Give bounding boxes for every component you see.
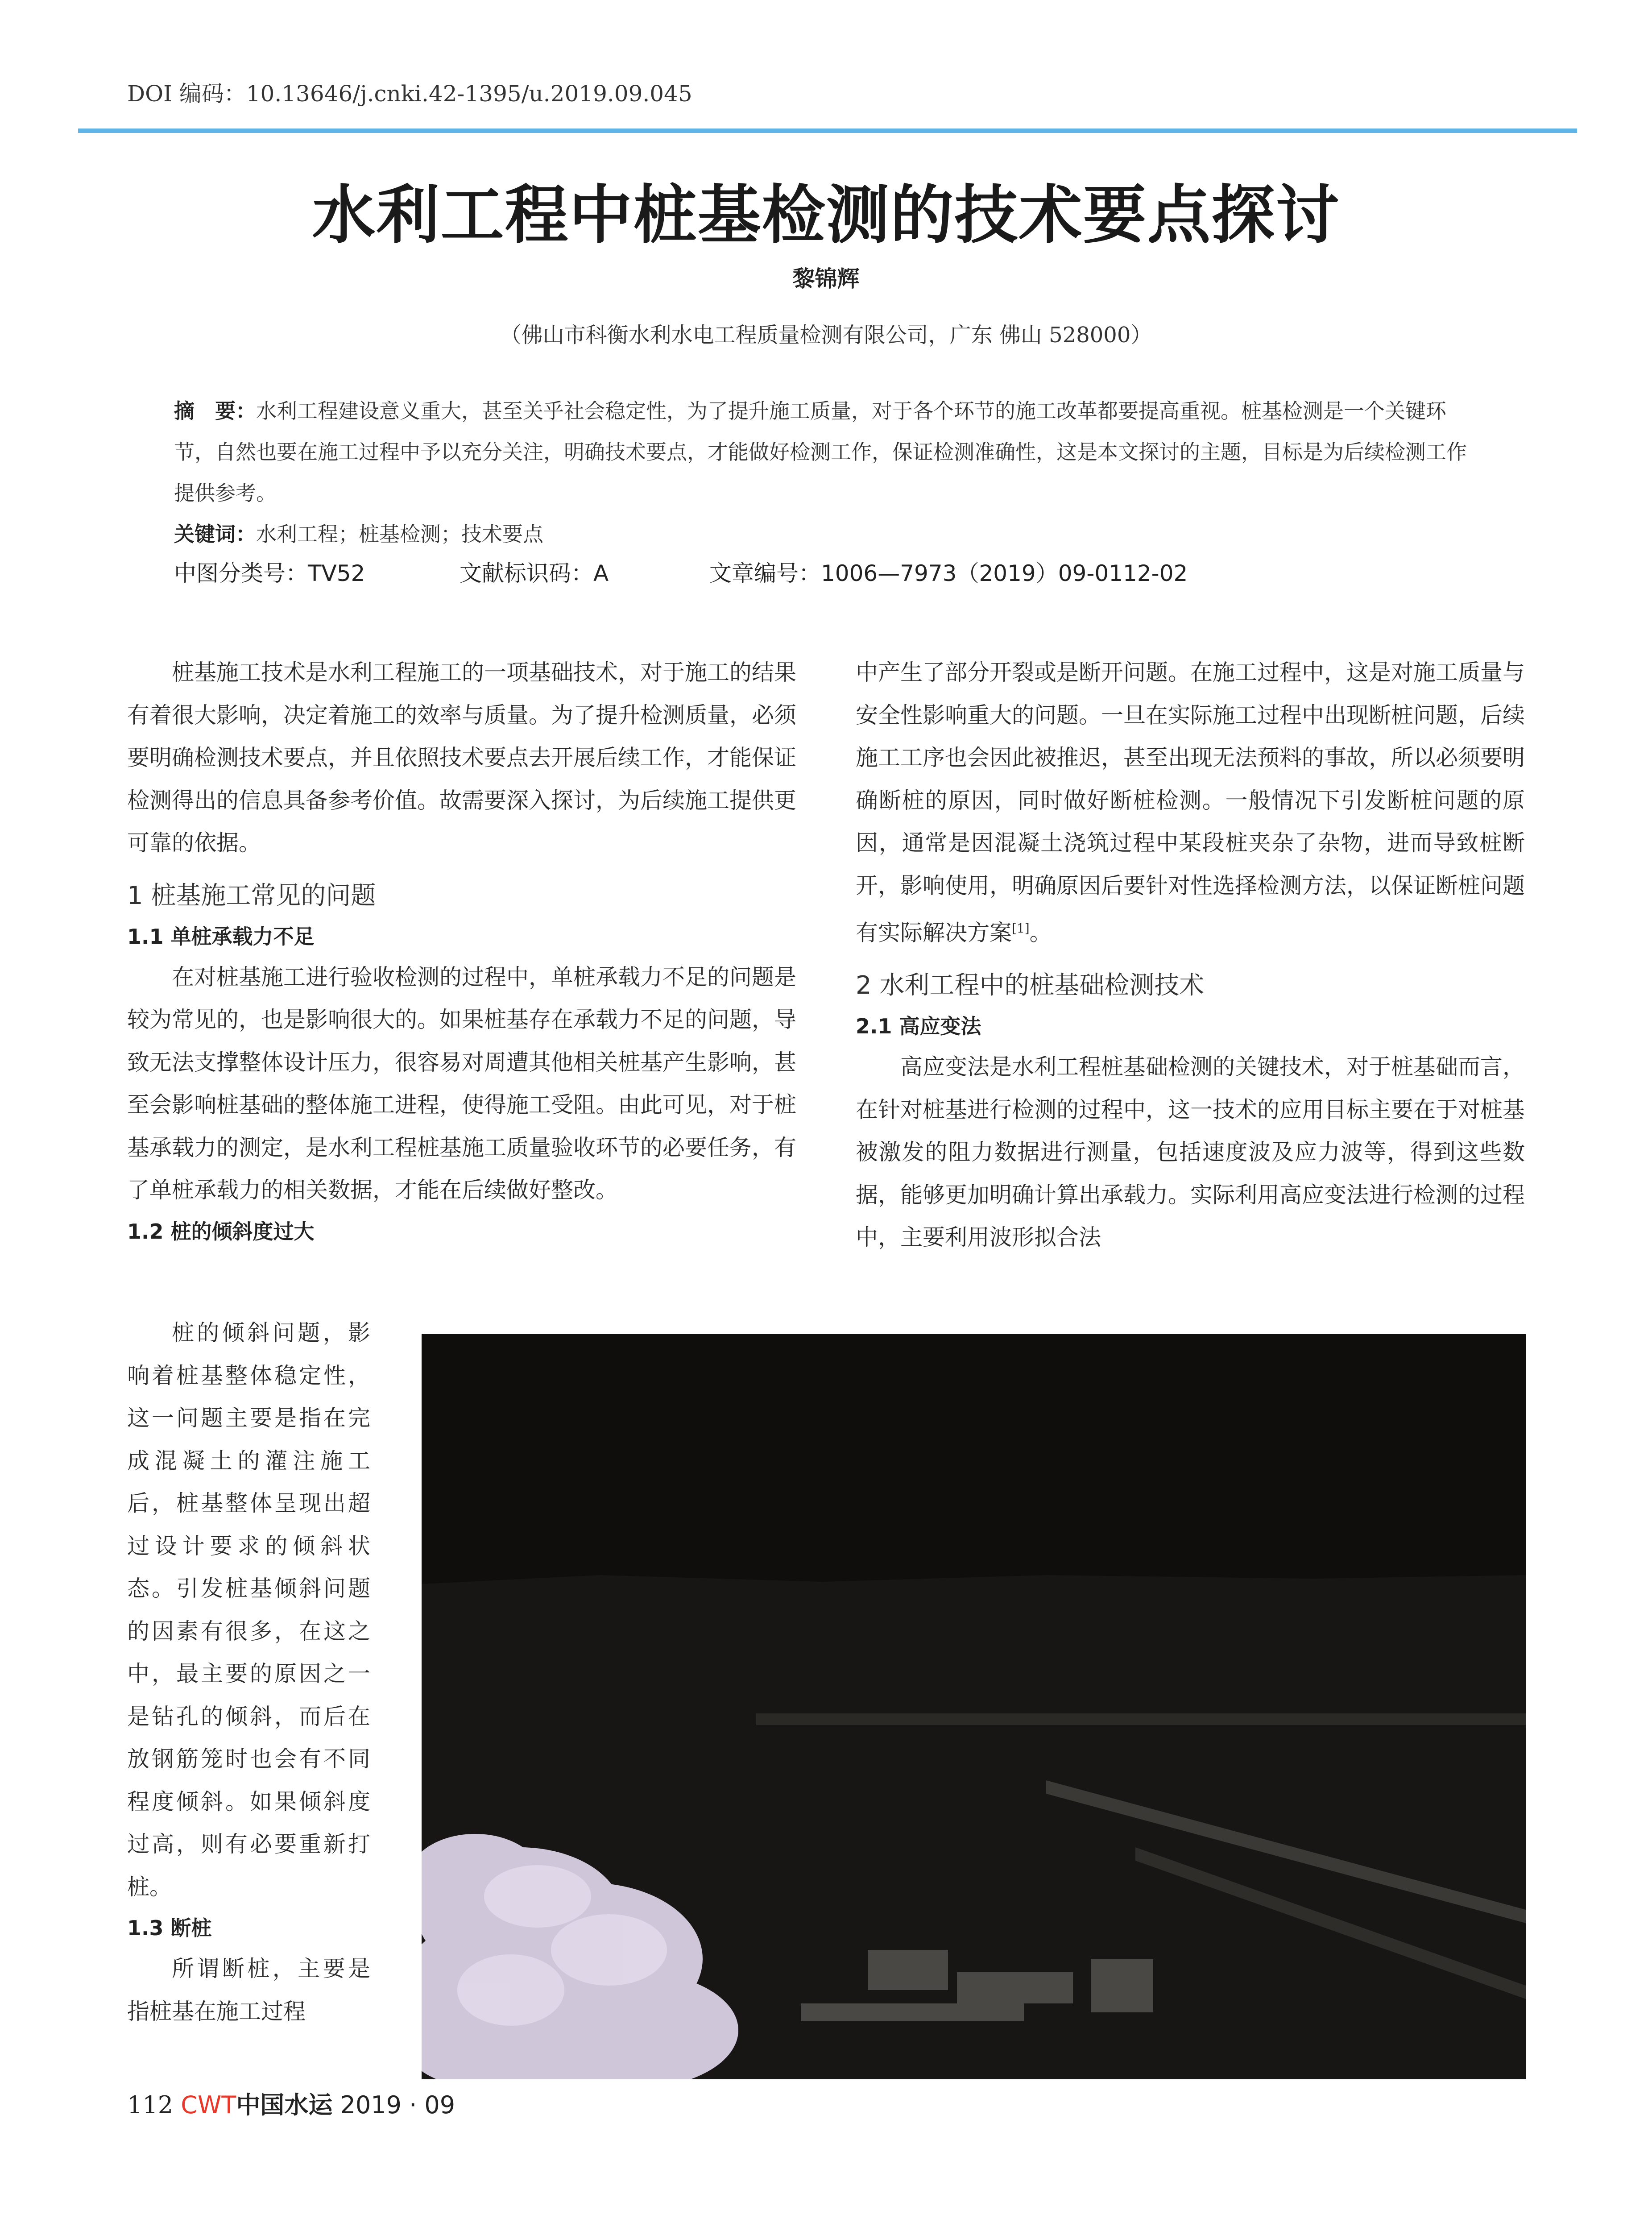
intro-paragraph: 桩基施工技术是水利工程施工的一项基础技术，对于施工的结果有着很大影响，决定着施工的效率与质量。为了提升检测质量，必须要明确检测技术要点，并且依照技术要点去开展后续工作，才能保证检测得出的信息具备参考价值。故需要深入探讨，为后续施工提供更可靠的依据。 bbox=[127, 659, 796, 856]
classification-line bbox=[174, 556, 1481, 588]
abstract-text: 水利工程建设意义重大，甚至关乎社会稳定性，为了提升施工质量，对于各个环节的施工改革都要提高重视。桩基检测是一个关键环节，自然也要在施工过程中予以充分关注，明确技术要点，才能做好检测工作，保证检测准确性，这是本文探讨的主题，目标是为后续检测工作提供参考。 bbox=[174, 399, 1467, 505]
header-rule bbox=[78, 129, 1577, 133]
inverted-landscape-photo bbox=[422, 1334, 1526, 2079]
author-name: 黎锦辉 bbox=[792, 266, 860, 292]
section-1-2-heading: 1.2 桩的倾斜度过大 bbox=[127, 1219, 315, 1244]
author-affiliation: （佛山市科衡水利水电工程质量检测有限公司，广东 佛山 528000） bbox=[500, 323, 1152, 348]
abstract-block bbox=[174, 390, 1481, 555]
right-column bbox=[856, 651, 1525, 1259]
reference-marker: [1] bbox=[1012, 921, 1030, 936]
abstract bbox=[174, 390, 1481, 514]
doi-line: DOI 编码：10.13646/j.cnki.42-1395/u.2019.09.045 bbox=[127, 81, 692, 107]
issue-number: 2019 · 09 bbox=[340, 2091, 455, 2119]
keywords-label: 关键词： bbox=[174, 522, 256, 546]
section-1-2-text: 桩的倾斜问题，影响着桩基整体稳定性，这一问题主要是指在完成混凝土的灌注施工后，桩基整体呈现出超过设计要求的倾斜状态。引发桩基倾斜问题的因素有很多，在这之中，最主要的原因之一是钻孔的倾斜，而后在放钢筋笼时也会有不同程度倾斜。如果倾斜度过高，则有必要重新打桩。 bbox=[127, 1320, 370, 1900]
continued-text: 中产生了部分开裂或是断开问题。在施工过程中，这是对施工质量与安全性影响重大的问题。一旦在实际施工过程中出现断桩问题，后续施工工序也会因此被推迟，甚至出现无法预料的事故，所以必须要明确断桩的原因，同时做好断桩检测。一般情况下引发断桩问题的原因，通常是因混凝土浇筑过程中某段桩夹杂了杂物，进而导致桩断开，影响使用，明确原因后要针对性选择检测方法，以保证断桩问题有实际解决方案 bbox=[856, 659, 1525, 946]
brand-logo: CWT bbox=[181, 2091, 236, 2119]
document-code: 文献标识码：A bbox=[460, 560, 609, 586]
continued-end: 。 bbox=[1029, 920, 1052, 946]
page-footer bbox=[127, 2086, 455, 2120]
section-1-3-text: 所谓断桩，主要是指桩基在施工过程 bbox=[127, 1956, 370, 2024]
photo-graphic bbox=[422, 1334, 1526, 2079]
abstract-label: 摘 要： bbox=[174, 399, 256, 423]
clc-number: 中图分类号：TV52 bbox=[174, 560, 365, 586]
article-title: 水利工程中桩基检测的技术要点探讨 bbox=[312, 178, 1340, 252]
section-2-heading: 2 水利工程中的桩基础检测技术 bbox=[856, 971, 1205, 1000]
left-column bbox=[127, 651, 796, 1251]
magazine-name: 中国水运 bbox=[236, 2090, 333, 2119]
section-1-3-heading: 1.3 断桩 bbox=[127, 1916, 212, 1940]
section-1-3-continued bbox=[856, 651, 1525, 954]
section-1-1-heading: 1.1 单桩承载力不足 bbox=[127, 924, 315, 949]
section-1-1-text: 在对桩基施工进行验收检测的过程中，单桩承载力不足的问题是较为常见的，也是影响很大的。如果桩基存在承载力不足的问题，导致无法支撑整体设计压力，很容易对周遭其他相关桩基产生影响，甚至会影响桩基础的整体施工进程，使得施工受阻。由此可见，对于桩基承载力的测定，是水利工程桩基施工质量验收环节的必要任务，有了单桩承载力的相关数据，才能在后续做好整改。 bbox=[127, 964, 796, 1203]
section-2-1-heading: 2.1 高应变法 bbox=[856, 1014, 981, 1039]
keywords-text: 水利工程；桩基检测；技术要点 bbox=[256, 522, 543, 546]
section-1-heading: 1 桩基施工常见的问题 bbox=[127, 881, 376, 910]
narrow-column bbox=[127, 1312, 370, 2033]
article-number: 文章编号：1006—7973（2019）09-0112-02 bbox=[709, 560, 1188, 586]
section-2-1-text: 高应变法是水利工程桩基础检测的关键技术，对于桩基础而言，在针对桩基进行检测的过程中，这一技术的应用目标主要在于对桩基被激发的阻力数据进行测量，包括速度波及应力波等，得到这些数据，能够更加明确计算出承载力。实际利用高应变法进行检测的过程中，主要利用波形拟合法 bbox=[856, 1054, 1525, 1251]
page-number: 112 bbox=[127, 2091, 174, 2119]
keywords bbox=[174, 514, 1481, 555]
